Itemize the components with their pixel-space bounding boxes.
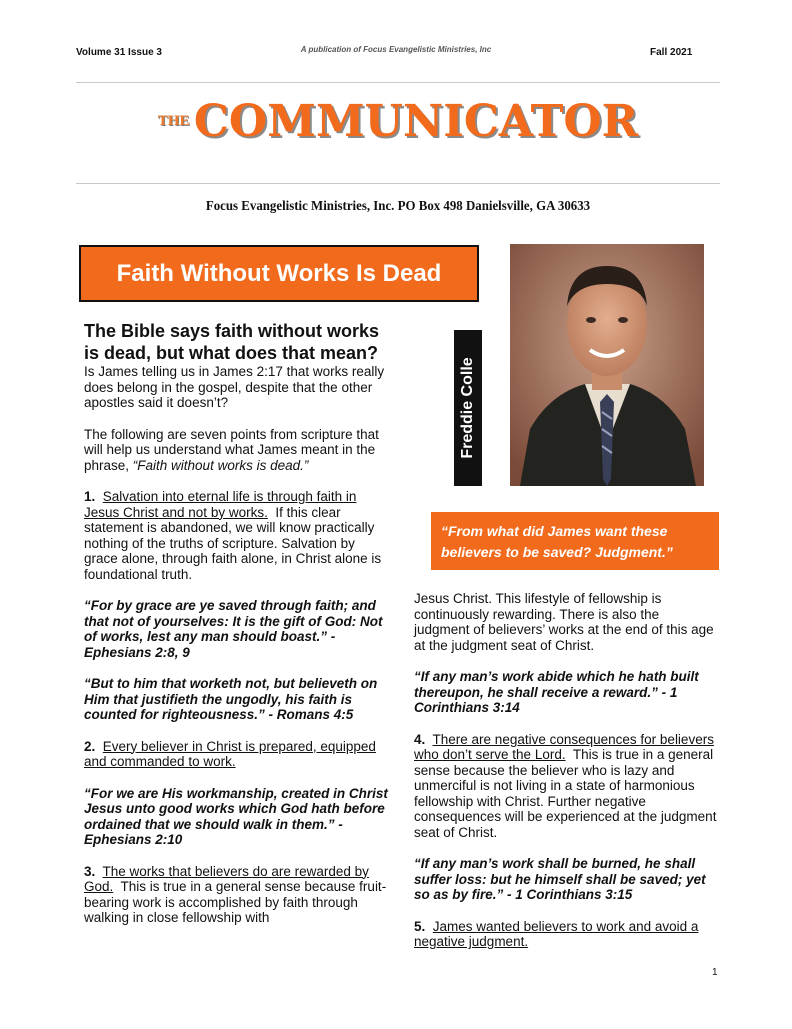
- point-4: [414, 732, 718, 841]
- point-1: [84, 489, 392, 582]
- article-intro: Is James telling us in James 2:17 that works really does belong in the gospel, despite that the other apostles said it doesn’t?: [84, 364, 385, 410]
- intro-quote: “Faith without works is dead.”: [132, 457, 309, 473]
- point-5: [414, 919, 718, 950]
- point-number: 5.: [414, 918, 426, 934]
- pull-quote: “From what did James want these believers to be saved? Judgment.”: [431, 512, 719, 570]
- author-photo: [510, 244, 704, 486]
- point-2: [84, 739, 392, 770]
- point-heading: There are negative consequences for believers who don’t serve the Lord.: [414, 731, 714, 762]
- column-continued: Jesus Christ. This lifestyle of fellowship is continuously rewarding. There is also the judgment of believers’ works at the end of this age at the judgment seat of Christ.: [414, 591, 714, 653]
- verse-1-corinthians-3-15: “If any man’s work shall be burned, he shall suffer loss: but he himself shall be saved; yet so as by fire.” - 1 Corinthians 3:15: [414, 856, 706, 902]
- volume-issue: Volume 31 Issue 3: [76, 47, 162, 58]
- masthead-title: COMMUNICATOR: [193, 96, 639, 147]
- top-divider: [76, 82, 720, 83]
- point-number: 1.: [84, 489, 96, 504]
- author-name: Freddie Colle: [459, 357, 476, 459]
- publication-note: A publication of Focus Evangelistic Ministries, Inc: [300, 45, 492, 54]
- article-title: Faith Without Works Is Dead: [116, 259, 442, 287]
- author-name-bar: [454, 330, 482, 486]
- point-body: This is true in a general sense because fruit-bearing work is accomplished by faith through walking in close fellowship with: [84, 879, 387, 925]
- point-heading: Every believer in Christ is prepared, equipped and commanded to work.: [84, 738, 376, 769]
- article-column-left: [84, 320, 392, 926]
- season-label: Fall 2021: [650, 47, 693, 58]
- verse-1-corinthians-3-14: “If any man’s work abide which he hath built thereupon, he shall receive a reward.” - 1 Corinthians 3:14: [414, 669, 699, 715]
- point-number: 2.: [84, 738, 96, 754]
- masthead-prefix: THE: [157, 113, 190, 129]
- verse-ephesians-2-8: “For by grace are ye saved through faith; and that not of yourselves: It is the gift of God: Not of works, lest any man should boast.” - Ephesians 2:8, 9: [84, 598, 383, 660]
- verse-ephesians-2-10: “For we are His workmanship, created in Christ Jesus unto good works which God hath before ordained that we should walk in them.” - Ephesians 2:10: [84, 785, 388, 847]
- point-heading: James wanted believers to work and avoid a negative judgment.: [414, 918, 699, 949]
- verse-romans-4-5: “But to him that worketh not, but believeth on Him that justifieth the ungodly, his faith is counted for righteousness.” - Romans 4:5: [84, 676, 378, 722]
- point-heading: The works that believers do are rewarded by God.: [84, 863, 369, 894]
- point-heading: Salvation into eternal life is through faith in Jesus Christ and not by works.: [84, 489, 357, 520]
- address-line: Focus Evangelistic Ministries, Inc. PO Box 498 Danielsville, GA 30633: [205, 199, 591, 214]
- intro-text: The following are seven points from scripture that will help us understand what James meant in the phrase,: [84, 426, 379, 473]
- point-3: [84, 864, 392, 926]
- article-column-right: [414, 591, 718, 950]
- page-number: 1: [712, 967, 718, 978]
- point-number: 4.: [414, 731, 426, 747]
- masthead: [76, 96, 720, 147]
- article-title-box: [79, 245, 479, 302]
- point-number: 3.: [84, 863, 96, 879]
- article-intro-2: [84, 427, 392, 474]
- point-body: If this clear statement is abandoned, we will know practically nothing of the truths of scripture. Salvation by grace alone, through faith alone, in Christ alone is foundational truth.: [84, 504, 382, 582]
- article-lead: The Bible says faith without works is dead, but what does that mean?: [84, 321, 380, 363]
- masthead-divider: [76, 183, 720, 184]
- point-body: This is true in a general sense because the believer who is lazy and unmerciful is not living in a state of harmonious fellowship with Christ. Further negative consequences will be experienced at the judgment seat of Christ.: [414, 747, 717, 840]
